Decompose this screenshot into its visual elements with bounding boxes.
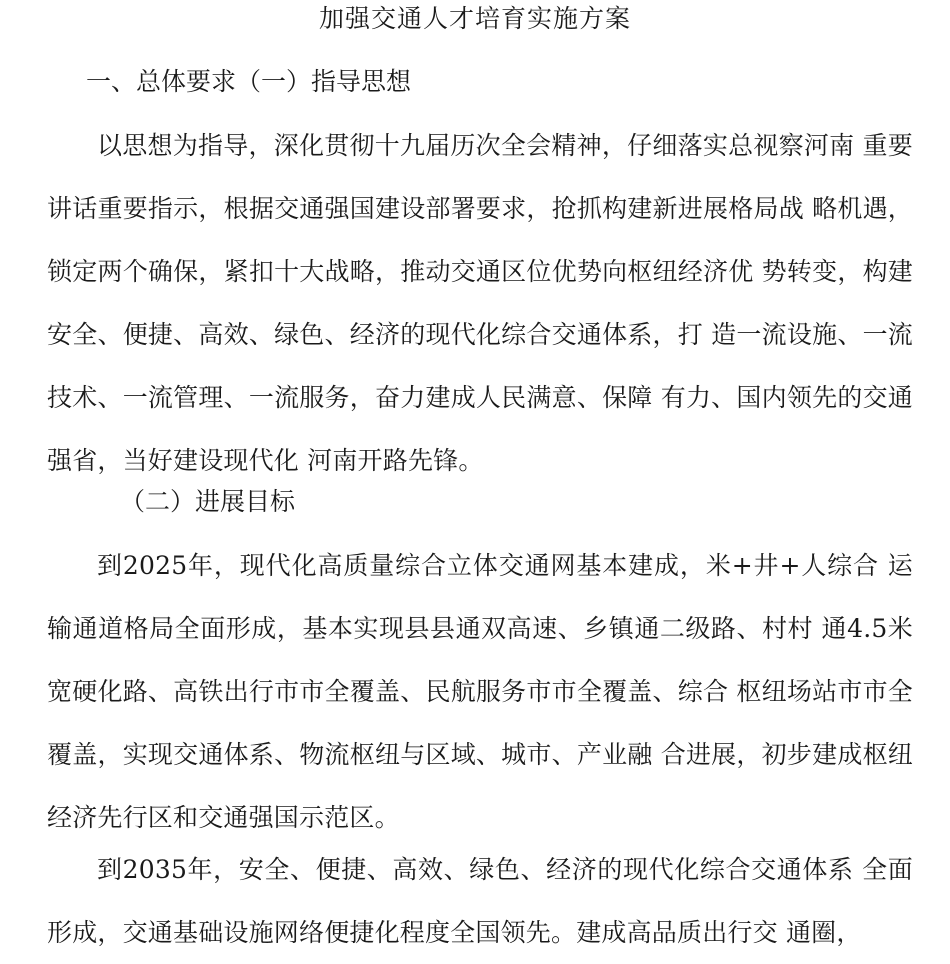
document-title: 加强交通人才培育实施方案 (318, 4, 631, 33)
paragraph-2025-goals: 到2025年，现代化高质量综合立体交通网基本建成，米+井+人综合 运输通道格局全面形成，基本实现县县通双高速、乡镇通二级路、村村 通4.5米宽硬化路、高铁出行市市全覆盖、民航服务市市全覆盖、综合 枢纽场站市市全覆盖，实现交通体系、物流枢纽与区域、城市、产业融 合进展，初步建成枢纽经济先行区和交通强国示范区。 (47, 551, 913, 832)
paragraph-guiding-thought: 以思想为指导，深化贯彻十九届历次全会精神，仔细落实总视察河南 重要讲话重要指示，根据交通强国建设部署要求，抢抓构建新进展格局战 略机遇，锁定两个确保，紧扣十大战略，推动交通区位优势向枢纽经济优 势转变，构建安全、便捷、高效、绿色、经济的现代化综合交通体系，打 造一流设施、一流技术、一流管理、一流服务，奋力建成人民满意、保障 有力、国内领先的交通强省，当好建设现代化 河南开路先锋。 (47, 131, 913, 475)
paragraph-2035-goals: 到2035年，安全、便捷、高效、绿色、经济的现代化综合交通体系 全面形成，交通基础设施网络便捷化程度全国领先。建成高品质出行交 通圈， (47, 855, 913, 947)
section-heading-progress-goals: （二）进展目标 (120, 487, 296, 516)
section-heading-overall-requirements: 一、总体要求（一）指导思想 (86, 67, 412, 96)
